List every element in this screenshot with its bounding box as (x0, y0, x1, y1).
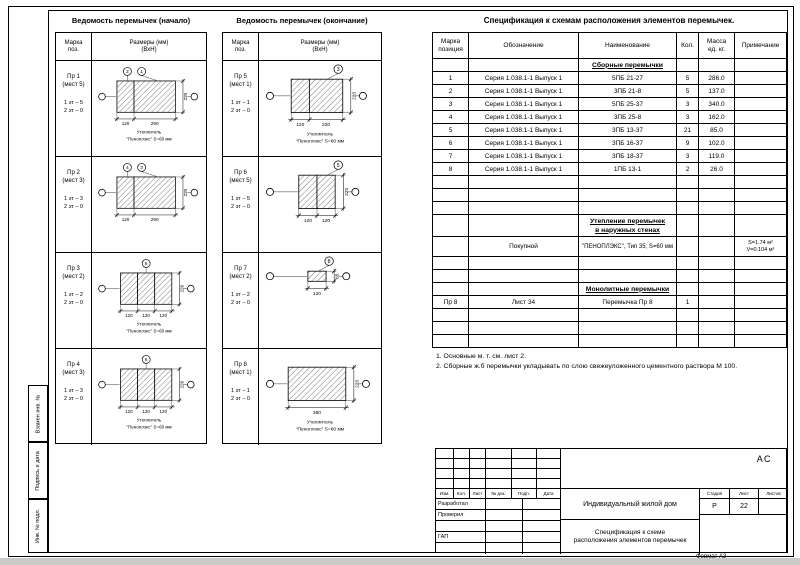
lintel-floor-counts: 1 эт – 1 2 эт – 0 (231, 100, 250, 114)
svg-text:"Пеноплэкс" S=60 мм: "Пеноплэкс" S=60 мм (126, 328, 172, 334)
spec-row: 2 Серия 1.038.1-1 Выпуск 1 3ПБ 21-8 5 137.0 (433, 85, 787, 98)
revision-cell (512, 469, 537, 479)
spec-row: Пр 8 Лист 34 Перемычка Пр 8 1 (433, 296, 787, 309)
role-label: Проверил (436, 510, 486, 520)
role-label: ГАП (436, 532, 486, 542)
spec-row: 3 Серия 1.038.1-1 Выпуск 1 5ПБ 25-37 3 340.0 (433, 98, 787, 111)
lintel-section-sketch (92, 61, 206, 156)
svg-text:220: 220 (322, 123, 331, 129)
svg-text:120: 120 (121, 217, 130, 223)
lintel-mark-cell: Пр 2 (мест 3) 1 эт – 3 2 эт – 0 (56, 157, 92, 252)
revision-header-cell: № док. (486, 489, 512, 498)
svg-text:220: 220 (352, 91, 358, 100)
spec-row (433, 202, 787, 215)
spec-row: 1 Серия 1.038.1-1 Выпуск 1 5ПБ 21-27 5 286.0 (433, 72, 787, 85)
spec-header: Марка позиция (433, 33, 469, 59)
stage-values (700, 499, 786, 515)
lintel-floor-counts: 1 эт – 5 2 эт – 0 (231, 196, 250, 210)
side-label-cell (28, 499, 48, 553)
ved-col-dims-header: Размеры (мм) (ВхН) (129, 39, 169, 53)
role-signature (486, 521, 523, 531)
section-marker (99, 285, 106, 292)
title-block (435, 448, 787, 553)
role-date (523, 521, 560, 531)
spec-row (433, 257, 787, 270)
section-marker (191, 93, 198, 100)
lintel-mark-cell: Пр 1 (мест 5) 1 эт – 5 2 эт – 0 (56, 61, 92, 156)
stage-value-cell: Р (700, 499, 730, 514)
project-name: Индивидуальный жилой дом (561, 489, 699, 520)
stage-header-cell: Лист (730, 489, 759, 498)
revision-cell (454, 479, 470, 489)
spec-row: Сборные перемычки (433, 59, 787, 72)
svg-text:"Пеноплэкс" S=60 мм: "Пеноплэкс" S=60 мм (295, 427, 345, 433)
role-row (436, 510, 560, 521)
spec-row: 6 Серия 1.038.1-1 Выпуск 1 3ПБ 16-37 9 102.0 (433, 137, 787, 150)
lintel-row (223, 253, 381, 349)
svg-text:4: 4 (126, 166, 129, 172)
lintel-section-sketch (259, 349, 381, 444)
spec-row (433, 189, 787, 202)
svg-text:Утеплитель: Утеплитель (306, 420, 334, 426)
lintel-sketch-cell (92, 349, 206, 445)
ved-col-dims-header: Размеры (мм) (ВхН) (300, 39, 340, 53)
ved-col-mark-header: Марка поз. (56, 33, 92, 60)
svg-text:120: 120 (159, 313, 168, 319)
role-signature (486, 499, 523, 509)
svg-text:220: 220 (179, 284, 185, 293)
svg-text:"Пеноплэкс" S=60 мм: "Пеноплэкс" S=60 мм (126, 424, 172, 430)
section-marker (343, 273, 350, 280)
spec-row: 5 Серия 1.038.1-1 Выпуск 1 3ПБ 13-37 21 85.0 (433, 124, 787, 137)
lintel-row (223, 61, 381, 157)
footnote: 2. Сборные ж.б перемычки укладывать по слою свежеуложенного цементного раствора М 100. (436, 363, 738, 370)
revision-header-cell: Лист (470, 489, 486, 498)
spec-row (433, 270, 787, 283)
svg-text:120: 120 (142, 313, 150, 319)
role-date (523, 532, 560, 542)
ved-header-row (56, 33, 206, 61)
doc-set-code: АС (756, 454, 772, 464)
section-marker (187, 285, 194, 292)
role-signature (486, 510, 523, 520)
svg-text:220: 220 (179, 380, 185, 389)
section-marker (266, 92, 273, 99)
section-marker (187, 381, 194, 388)
spec-header: Масса ед. кг. (699, 33, 735, 59)
lintel-row (56, 157, 206, 253)
lintel-mark-cell: Пр 6 (мест 5) 1 эт – 5 2 эт – 0 (223, 157, 259, 252)
svg-text:380: 380 (312, 411, 322, 417)
revision-cell (470, 449, 486, 459)
vedomost-end-table (222, 32, 382, 444)
spec-header: Примечание (735, 33, 787, 59)
svg-text:120: 120 (121, 121, 130, 127)
svg-text:"Пеноплэкс" S=60 мм: "Пеноплэкс" S=60 мм (126, 136, 172, 142)
revision-cell (470, 459, 486, 469)
revision-cell (454, 469, 470, 479)
lintel-sketch-cell (259, 253, 381, 348)
org-cell (700, 515, 786, 554)
svg-text:120: 120 (303, 219, 312, 225)
revision-cell (486, 469, 512, 479)
lintel-mark-cell: Пр 3 (мест 2) 1 эт – 2 2 эт – 0 (56, 253, 92, 348)
lintel-floor-counts: 1 эт – 1 2 эт – 0 (231, 388, 250, 402)
vedomost-start-title: Ведомость перемычек (начало) (71, 16, 191, 25)
svg-text:290: 290 (150, 121, 159, 127)
lintel-row (223, 157, 381, 253)
role-signature (486, 543, 523, 554)
role-row (436, 499, 560, 510)
svg-text:3: 3 (336, 67, 340, 74)
lintel-floor-counts: 1 эт – 5 2 эт – 0 (64, 100, 83, 114)
lintel-section-sketch (92, 253, 206, 348)
lintel-section-sketch (259, 253, 381, 348)
svg-text:120: 120 (312, 291, 322, 297)
revision-cell (436, 479, 454, 489)
section-marker (266, 380, 273, 387)
page-edge (0, 558, 800, 565)
svg-text:"Пеноплэкс" S=60 мм: "Пеноплэкс" S=60 мм (295, 139, 345, 145)
revision-cell (436, 449, 454, 459)
lintel-floor-counts: 1 эт – 3 2 эт – 0 (64, 196, 83, 210)
lintel-sketch-cell (92, 157, 206, 252)
svg-text:Утеплитель: Утеплитель (136, 417, 162, 423)
stage-block (700, 489, 786, 554)
revision-cell (454, 459, 470, 469)
spec-row: Покупной "ПЕНОПЛЭКС", Тип 35; S=60 мм S=1.74 м² V=0.104 м³ (433, 237, 787, 257)
svg-text:220: 220 (183, 188, 189, 197)
role-date (523, 510, 560, 520)
revision-cell (512, 479, 537, 489)
side-label-cell (28, 385, 48, 442)
svg-text:120: 120 (125, 409, 133, 415)
doc-title-line: расположения элементов перемычек (573, 537, 687, 544)
revision-cell (454, 449, 470, 459)
vedomost-start-table (55, 32, 207, 444)
title-block-top (436, 449, 786, 489)
section-marker (191, 189, 198, 196)
spec-footnotes (436, 352, 786, 372)
revision-cell (470, 479, 486, 489)
svg-text:8: 8 (327, 259, 331, 266)
spec-header: Обозначение (469, 33, 579, 59)
spec-row: 7 Серия 1.038.1-1 Выпуск 1 3ПБ 18-37 3 119.0 (433, 150, 787, 163)
svg-text:220: 220 (355, 379, 361, 388)
lintel-section-sketch (259, 157, 381, 252)
svg-text:220: 220 (183, 92, 189, 101)
section-marker (266, 188, 273, 195)
stage-header-cell: Листов (766, 491, 781, 496)
lintel-section-sketch (92, 349, 206, 444)
svg-text:120: 120 (142, 409, 150, 415)
lintel-mark-cell: Пр 4 (мест 3) 1 эт – 3 2 эт – 0 (56, 349, 92, 445)
revision-grid (436, 449, 561, 489)
svg-text:290: 290 (150, 217, 159, 223)
role-label: Разработал (436, 499, 486, 509)
format-label: Формат А3 (696, 554, 727, 558)
stage-value-cell: 22 (730, 499, 759, 514)
svg-text:65: 65 (335, 273, 341, 279)
section-marker (359, 92, 366, 99)
lintel-row (56, 253, 206, 349)
svg-text:120: 120 (296, 123, 305, 129)
spec-title: Спецификация к схемам расположения элементов перемычек. (483, 16, 735, 25)
revision-cell (436, 469, 454, 479)
role-date (523, 499, 560, 509)
footnote: 1. Основные м. т. см. лист 2. (436, 353, 526, 360)
lintel-row (223, 349, 381, 445)
svg-text:120: 120 (322, 219, 331, 225)
lintel-sketch-cell (259, 157, 381, 252)
spec-header: Кол. (677, 33, 699, 59)
doc-name-block (561, 489, 700, 554)
revision-header-cell: Изм. (436, 489, 454, 498)
side-label: Взамен инв. № (35, 394, 41, 433)
lintel-row (56, 61, 206, 157)
revision-cell (512, 459, 537, 469)
role-label (436, 521, 486, 531)
side-label: Подпись и дата (35, 450, 41, 491)
lintel-floor-counts: 1 эт – 3 2 эт – 0 (64, 388, 83, 402)
lintel-sketch-cell (92, 61, 206, 156)
svg-text:2: 2 (126, 70, 129, 76)
lintel-section-sketch (259, 61, 381, 156)
revision-headers (436, 489, 560, 499)
revision-cell (486, 459, 512, 469)
signatures-block (436, 489, 561, 554)
section-marker (99, 189, 106, 196)
lintel-mark-cell: Пр 8 (мест 1) 1 эт – 1 2 эт – 0 (223, 349, 259, 445)
spec-table (432, 32, 787, 348)
svg-text:120: 120 (159, 409, 168, 415)
section-marker (352, 188, 359, 195)
lintel-floor-counts: 1 эт – 2 2 эт – 0 (64, 292, 83, 306)
spec-row: Монолитные перемычки (433, 283, 787, 296)
lintel-floor-counts: 1 эт – 2 2 эт – 0 (231, 292, 250, 306)
revision-header-cell: Кол. (454, 489, 470, 498)
section-marker (99, 93, 106, 100)
spec-row: 8 Серия 1.038.1-1 Выпуск 1 1ПБ 13-1 2 26.0 (433, 163, 787, 176)
svg-text:5: 5 (336, 163, 340, 170)
role-row (436, 543, 560, 554)
role-row (436, 521, 560, 532)
side-label-cell (28, 442, 48, 499)
svg-text:Утеплитель: Утеплитель (136, 321, 162, 327)
role-label (436, 543, 486, 554)
svg-text:1: 1 (140, 70, 144, 76)
revision-cell (537, 469, 560, 479)
role-signature (486, 532, 523, 542)
revision-cell (537, 459, 560, 469)
ved-col-mark-header: Марка поз. (223, 33, 259, 60)
svg-text:Утеплитель: Утеплитель (136, 129, 162, 135)
lintel-sketch-cell (259, 61, 381, 156)
svg-text:220: 220 (344, 187, 350, 196)
roles-rows (436, 499, 560, 554)
vedomost-end-title: Ведомость перемычек (окончание) (236, 16, 368, 25)
revision-header-cell: Подп. (512, 489, 537, 498)
lintel-mark-cell: Пр 7 (мест 2) 1 эт – 2 2 эт – 0 (223, 253, 259, 348)
section-marker (266, 273, 273, 280)
role-row (436, 532, 560, 543)
revision-cell (486, 449, 512, 459)
lintel-sketch-cell (92, 253, 206, 348)
lintel-section-sketch (92, 157, 206, 252)
revision-cell (537, 479, 560, 489)
revision-header-cell: Дата (543, 491, 554, 496)
spec-row: 4 Серия 1.038.1-1 Выпуск 1 3ПБ 25-8 3 162.0 (433, 111, 787, 124)
doc-title-line: Спецификация к схеме (594, 528, 666, 536)
title-block-bottom (436, 489, 786, 554)
section-marker (362, 380, 369, 387)
stage-value-cell (759, 499, 788, 514)
svg-text:Утеплитель: Утеплитель (306, 132, 334, 138)
revision-cell (486, 479, 512, 489)
spec-row (433, 176, 787, 189)
svg-text:5: 5 (144, 262, 148, 268)
ved-header-row (223, 33, 381, 61)
role-date (523, 543, 560, 554)
stage-header-cell: Стадия (700, 489, 730, 498)
svg-text:3: 3 (140, 166, 144, 172)
spec-header: Наименование (579, 33, 677, 59)
svg-text:120: 120 (125, 313, 133, 319)
revision-cell (537, 449, 560, 459)
lintel-row (56, 349, 206, 445)
lintel-mark-cell: Пр 5 (мест 1) 1 эт – 1 2 эт – 0 (223, 61, 259, 156)
spec-row (433, 309, 787, 322)
revision-cell (512, 449, 537, 459)
spec-row (433, 335, 787, 348)
doc-title (561, 520, 699, 554)
section-marker (99, 381, 106, 388)
spec-row: Утепление перемычек в наружных стенах (433, 215, 787, 237)
svg-text:6: 6 (144, 358, 148, 364)
side-label: Инв. № подл. (35, 508, 42, 544)
revision-cell (436, 459, 454, 469)
lintel-sketch-cell (259, 349, 381, 445)
revision-cell (470, 469, 486, 479)
stage-headers (700, 489, 786, 499)
spec-row (433, 322, 787, 335)
